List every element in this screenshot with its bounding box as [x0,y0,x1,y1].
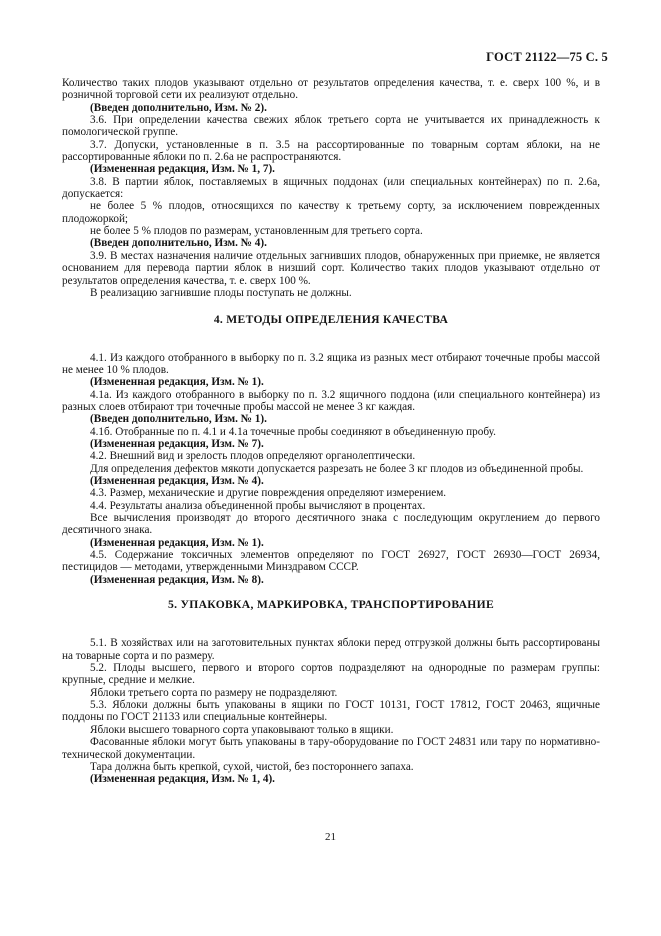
amendment-note: (Измененная редакция, Изм. № 1, 7). [90,163,275,176]
paragraph: 4.4. Результаты анализа объединенной пробы вычисляют в процентах. [90,499,426,512]
paragraph: 5.1. В хозяйствах или на заготовительных пунктах яблоки перед отгрузкой должны быть рассортированы на товарные сорта и по размеру. [62,637,600,662]
page-header: ГОСТ 21122—75 С. 5 [486,50,608,64]
paragraph: 4.1б. Отобранные по п. 4.1 и 4.1а точечные пробы соединяют в объединенную пробу. [90,425,496,438]
paragraph: 3.7. Допуски, установленные в п. 3.5 на рассортированные по товарным сортам яблоки, на не рассортированные яблоки по п. 2.6а не распространяются. [62,138,600,164]
paragraph: не более 5 % плодов, относящихся по качеству к третьему сорту, за исключением поврежденных плодожоркой; [62,200,600,225]
paragraph: 5.2. Плоды высшего, первого и второго сортов подразделяют на однородные по размерам группы: крупные, средние и мелкие. [62,662,600,687]
amendment-note: (Измененная редакция, Изм. № 4). [90,474,264,487]
paragraph: 3.9. В местах назначения наличие отдельных загнивших плодов, обнаруженных при приемке, не является основанием для перевода партии яблок в низший сорт. Количество таких плодов указывают отдельно от результатов определения качества, т. е. сверх 100 %. [62,249,600,287]
section-heading: 4. МЕТОДЫ ОПРЕДЕЛЕНИЯ КАЧЕСТВА [213,313,449,327]
section-heading: 5. УПАКОВКА, МАРКИРОВКА, ТРАНСПОРТИРОВАНИЕ [168,598,494,612]
paragraph: Тара должна быть крепкой, сухой, чистой, без постороннего запаха. [90,760,414,773]
document-body [62,77,600,786]
paragraph: 4.1а. Из каждого отобранного в выборку по п. 3.2 ящичного поддона (или специального контейнера) из разных слоев отбирают три точечные пробы массой не менее 3 кг каждая. [62,388,600,413]
amendment-note: (Измененная редакция, Изм. № 7). [90,437,264,450]
paragraph: 4.5. Содержание токсичных элементов определяют по ГОСТ 26927, ГОСТ 26930—ГОСТ 26934, пестицидов — методами, утвержденными Минздравом СССР. [62,549,600,574]
paragraph: Количество таких плодов указывают отдельно от результатов определения качества, т. е. сверх 100 %, и в розничной торговой сети их реализуют отдельно. [62,77,600,102]
paragraph: 3.8. В партии яблок, поставляемых в ящичных поддонах (или специальных контейнерах) по п. 2.6а, допускается: [62,175,600,201]
amendment-note: (Измененная редакция, Изм. № 1). [90,376,264,389]
paragraph: В реализацию загнившие плоды поступать не должны. [90,286,352,299]
paragraph: 4.3. Размер, механические и другие повреждения определяют измерением. [90,487,447,500]
paragraph: 4.1. Из каждого отобранного в выборку по п. 3.2 ящика из разных мест отбирают точечные пробы массой не менее 10 % плодов. [62,351,600,376]
paragraph: Все вычисления производят до второго десятичного знака с последующим округлением до первого десятичного знака. [62,512,600,537]
paragraph: не более 5 % плодов по размерам, установленным для третьего сорта. [90,225,423,238]
amendment-note: (Введен дополнительно, Изм. № 1). [90,413,267,426]
paragraph: Яблоки высшего товарного сорта упаковывают только в ящики. [90,723,394,736]
amendment-note: (Измененная редакция, Изм. № 1). [90,536,264,549]
paragraph: 5.3. Яблоки должны быть упакованы в ящики по ГОСТ 10131, ГОСТ 17812, ГОСТ 20463, ящичные поддоны по ГОСТ 21133 или специальные контейнеры. [62,699,600,724]
amendment-note: (Введен дополнительно, Изм. № 2). [90,101,267,114]
page-number: 21 [325,831,336,843]
paragraph: Фасованные яблоки могут быть упакованы в тару-оборудование по ГОСТ 24831 или тару по нормативно-технической документации. [62,736,600,761]
paragraph: 4.2. Внешний вид и зрелость плодов определяют органолептически. [90,450,416,463]
paragraph: 3.6. При определении качества свежих яблок третьего сорта не учитывается их принадлежность к помологической группе. [62,114,600,139]
amendment-note: (Измененная редакция, Изм. № 1, 4). [90,773,275,786]
paragraph: Для определения дефектов мякоти допускается разрезать не более 3 кг плодов из объединенной пробы. [90,462,584,475]
amendment-note: (Введен дополнительно, Изм. № 4). [90,237,267,250]
amendment-note: (Измененная редакция, Изм. № 8). [90,573,264,586]
paragraph: Яблоки третьего сорта по размеру не подразделяют. [90,686,338,699]
